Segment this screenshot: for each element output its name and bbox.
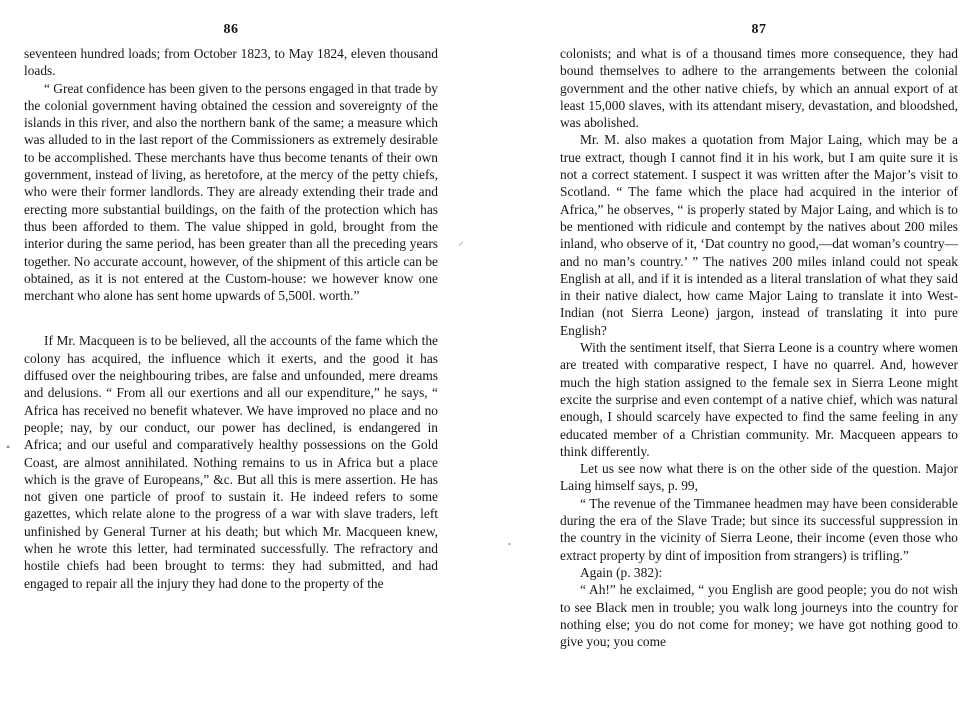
- page-body: [560, 45, 958, 650]
- ink-mark: ⸝: [458, 234, 465, 248]
- paragraph: colonists; and what is of a thousand times more consequence, they had bound themselves to adhere to the arrangements between the colonial government and the other native chiefs, by which an annual export of at least 15,000 slaves, with its attendant misery, devastation, and bloodshed, was abolished.: [560, 46, 958, 131]
- paragraph: With the sentiment itself, that Sierra Leone is a country where women are treated with comparative respect, I have no quarrel. And, however much the high station assigned to the female sex in Sierra Leone might excite the surprise and even contempt of a native chief, which was natural enough, I should scarcely have expected to find the same feeling in any educated member of a Christian community. Mr. Macqueen appears to think differently.: [560, 340, 958, 459]
- paragraph: “ The revenue of the Timmanee headmen may have been considerable during the era of the Slave Trade; but since its successful suppression in the country in the vicinity of Sierra Leone, their income (even those who extract property by dint of imposition from strangers) is trifling.”: [560, 495, 958, 563]
- paragraph: Mr. M. also makes a quotation from Major Laing, which may be a true extract, though I cannot find it in his work, but I am quite sure it is not a correct statement. I suspect it was written after the Major’s visit to Scotland. “ The fame which the place had acquired in the interior of Africa,” he observes, “ is properly stated by Major Laing, and which is to be mentioned with ridicule and contempt by the natives about 200 miles inland, who observe of it, ‘Dat country no good,—dat woman’s country—and no man’s country.’ ” The natives 200 miles inland could not speak English at all, and if it is intended as a literal translation of what they said in their native dialect, how came Major Laing to translate it into West-Indian (not Sierra Leone) jargon, instead of translating it into pure English?: [560, 132, 958, 338]
- page-number: 87: [751, 22, 767, 37]
- paragraph: “ Great confidence has been given to the persons engaged in that trade by the colonial government having obtained the cession and sovereignty of the islands in this river, and also the northern bank of the same; a measure which was alluded to in the last report of the Commissioners as extremely desirable to be accomplished. These merchants have thus become tenants of their own government, instead of living, as heretofore, at the mercy of the petty chiefs, who were their former landlords. They are already extending their trade and erecting more substantial buildings, on the faith of the protection which has thus been afforded to them. The value shipped in gold, brought from the interior during the same period, has been greater than all the preceding years together. No accurate account, however, of the shipment of this article can be obtained, as it is not entered at the Custom-house: we however know one merchant who alone has sent home upwards of 5,500l. worth.”: [24, 80, 438, 304]
- ink-dot: •: [6, 440, 11, 454]
- ink-dot: •: [508, 540, 511, 549]
- page-number: 86: [223, 22, 239, 37]
- paragraph: If Mr. Macqueen is to be believed, all the accounts of the fame which the colony has acquired, the influence which it exerts, and the good it has diffused over the neighbouring tribes, are false and unfounded, mere dreams and delusions. “ From all our exertions and all our expenditure,” he says, “ Africa has received no benefit whatever. We have improved no place and no people; nay, by our conduct, our power has declined, is endangered in Africa; and our useful and comparatively healthy possessions on the Gold Coast, are almost annihilated. Nothing remains to us in Africa but a place which is the grave of Europeans,” &c. But all this is mere assertion. He has not given one particle of proof to sustain it. He indeed refers to some gazettes, which relate alone to the progress of a war with slave traders, left unfinished by General Turner at his death; but which Mr. Macqueen knew, when he wrote this letter, had terminated successfully. The refractory and hostile chiefs had been brought to terms: they had submitted, and had engaged to repair all the injury they had done to the property of the: [24, 333, 438, 591]
- paragraph: “ Ah!” he exclaimed, “ you English are good people; you do not wish to see Black men in trouble; you walk long journeys into the country for nothing else; you do not come for money; we have got nothing good to give you; you come: [560, 582, 958, 650]
- paragraph: seventeen hundred loads; from October 1823, to May 1824, eleven thousand loads.: [24, 46, 438, 79]
- page-body: [24, 45, 438, 592]
- left-page: [24, 0, 438, 728]
- paragraph: Again (p. 382):: [580, 564, 663, 580]
- paragraph: Let us see now what there is on the other side of the question. Major Laing himself says, p. 99,: [560, 461, 958, 494]
- right-page: [560, 0, 958, 728]
